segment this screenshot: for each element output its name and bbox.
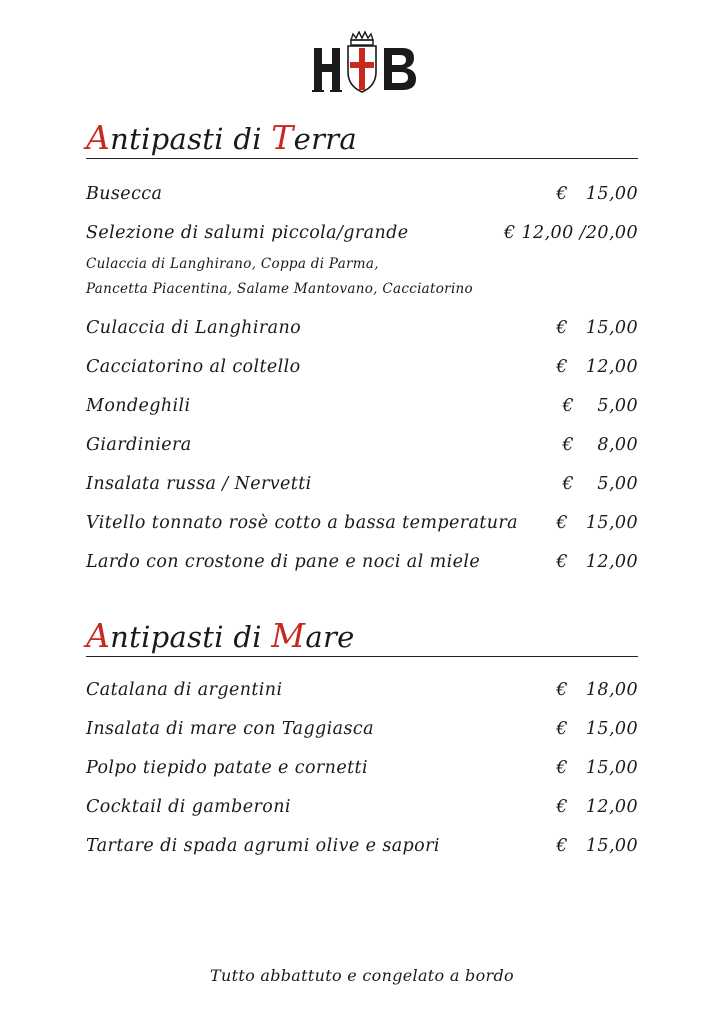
title-initial: A bbox=[86, 616, 111, 655]
footer-note: Tutto abbattuto e congelato a bordo bbox=[210, 966, 514, 985]
logo bbox=[308, 30, 420, 96]
title-initial: M bbox=[271, 616, 306, 655]
currency-symbol: € bbox=[562, 474, 574, 494]
menu-item bbox=[86, 223, 638, 249]
item-name: Cacciatorino al coltello bbox=[86, 357, 301, 377]
section-divider bbox=[86, 158, 638, 159]
item-price bbox=[562, 474, 638, 494]
item-price bbox=[562, 435, 638, 455]
item-name: Vitello tonnato rosè cotto a bassa temperatura bbox=[86, 513, 519, 533]
menu-item bbox=[86, 836, 638, 862]
price-amount: 12,00 bbox=[585, 552, 638, 572]
price-amount: 5,00 bbox=[597, 396, 638, 416]
currency-symbol: € bbox=[556, 184, 568, 204]
item-name: Insalata russa / Nervetti bbox=[86, 474, 312, 494]
price-amount: 15,00 bbox=[585, 513, 638, 533]
title-text: ntipasti di bbox=[110, 122, 272, 156]
price-amount: 15,00 bbox=[585, 758, 638, 778]
item-name: Selezione di salumi piccola/grande bbox=[86, 223, 409, 243]
menu-item bbox=[86, 513, 638, 539]
price-amount: 18,00 bbox=[585, 680, 638, 700]
item-name: Tartare di spada agrumi olive e sapori bbox=[86, 836, 440, 856]
price-amount: 15,00 bbox=[585, 184, 638, 204]
currency-symbol: € bbox=[556, 758, 568, 778]
currency-symbol: € bbox=[556, 318, 568, 338]
item-price bbox=[556, 836, 638, 856]
item-price bbox=[562, 396, 638, 416]
menu-item bbox=[86, 318, 638, 344]
menu-item bbox=[86, 719, 638, 745]
price-amount: 12,00 bbox=[585, 797, 638, 817]
price-amount: 5,00 bbox=[597, 474, 638, 494]
currency-symbol: € bbox=[562, 396, 574, 416]
currency-symbol: € bbox=[556, 552, 568, 572]
item-price bbox=[556, 318, 638, 338]
item-price: € 12,00 /20,00 bbox=[504, 223, 638, 243]
item-price bbox=[556, 552, 638, 572]
price-amount: 15,00 bbox=[585, 836, 638, 856]
item-price bbox=[556, 357, 638, 377]
title-text: erra bbox=[293, 122, 357, 156]
shield-cross-icon bbox=[348, 32, 376, 92]
currency-symbol: € bbox=[556, 797, 568, 817]
item-name: Insalata di mare con Taggiasca bbox=[86, 719, 374, 739]
menu-item bbox=[86, 184, 638, 210]
description-line: Pancetta Piacentina, Salame Mantovano, Cacciatorino bbox=[86, 281, 473, 297]
title-initial: A bbox=[86, 118, 111, 157]
item-name: Polpo tiepido patate e cornetti bbox=[86, 758, 368, 778]
item-name: Busecca bbox=[86, 184, 163, 204]
price-amount: 15,00 bbox=[585, 719, 638, 739]
price-amount: 12,00 bbox=[585, 357, 638, 377]
currency-symbol: € bbox=[556, 513, 568, 533]
item-price bbox=[556, 758, 638, 778]
item-price bbox=[556, 719, 638, 739]
menu-item bbox=[86, 680, 638, 706]
menu-item bbox=[86, 357, 638, 383]
currency-symbol: € bbox=[556, 357, 568, 377]
section-title-terra bbox=[86, 118, 357, 157]
item-name: Culaccia di Langhirano bbox=[86, 318, 302, 338]
title-text: ntipasti di bbox=[110, 620, 272, 654]
item-name: Giardiniera bbox=[86, 435, 192, 455]
menu-item bbox=[86, 797, 638, 823]
menu-item bbox=[86, 552, 638, 578]
logo-letter-b-icon bbox=[384, 48, 416, 90]
title-text: are bbox=[305, 620, 355, 654]
logo-letter-h-icon bbox=[312, 48, 342, 92]
item-price bbox=[556, 797, 638, 817]
description-line: Culaccia di Langhirano, Coppa di Parma, bbox=[86, 256, 379, 272]
section-title-mare bbox=[86, 616, 355, 655]
menu-item bbox=[86, 435, 638, 461]
menu-item bbox=[86, 474, 638, 500]
price-amount: 8,00 bbox=[597, 435, 638, 455]
item-name: Mondeghili bbox=[86, 396, 191, 416]
item-name: Lardo con crostone di pane e noci al miele bbox=[86, 552, 481, 572]
item-price bbox=[556, 184, 638, 204]
menu-item bbox=[86, 758, 638, 784]
currency-symbol: € bbox=[556, 836, 568, 856]
section-divider bbox=[86, 656, 638, 657]
price-amount: 15,00 bbox=[585, 318, 638, 338]
currency-symbol: € bbox=[556, 680, 568, 700]
item-name: Catalana di argentini bbox=[86, 680, 283, 700]
title-initial: T bbox=[271, 118, 294, 157]
item-description bbox=[86, 252, 473, 302]
currency-symbol: € bbox=[562, 435, 574, 455]
item-name: Cocktail di gamberoni bbox=[86, 797, 291, 817]
item-price bbox=[556, 680, 638, 700]
item-price bbox=[556, 513, 638, 533]
currency-symbol: € bbox=[556, 719, 568, 739]
menu-item bbox=[86, 396, 638, 422]
